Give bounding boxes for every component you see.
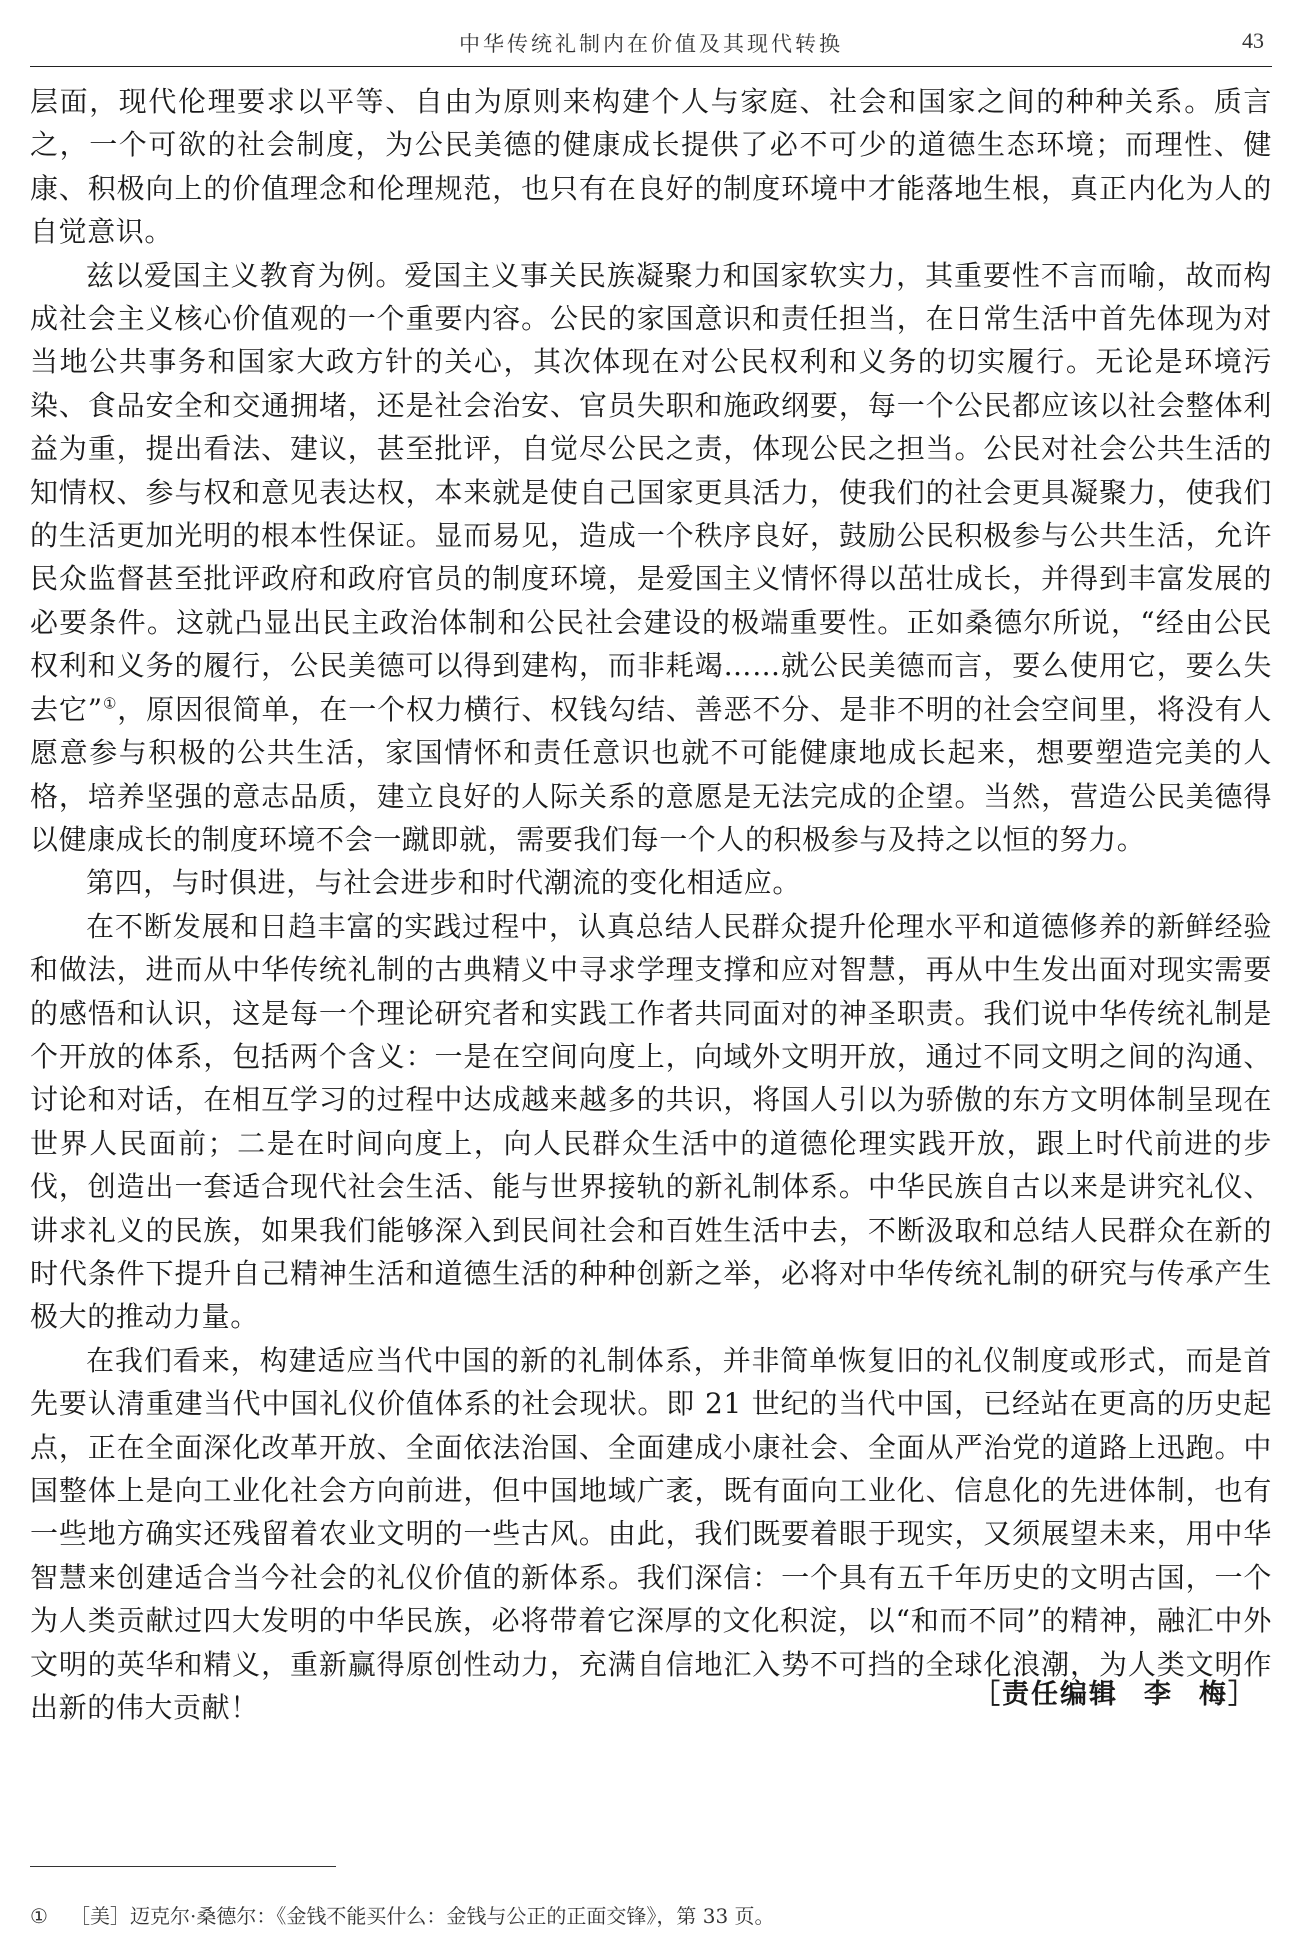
paragraph-text: 兹以爱国主义教育为例。爱国主义事关民族凝聚力和国家软实力，其重要性不言而喻，故而构成社会主义核心价值观的一个重要内容。公民的家国意识和责任担当，在日常生活中首先体现为对当地公共事务和国家大政方针的关心，其次体现在对公民权利和义务的切实履行。无论是环境污染、食品安全和交通拥堵，还是社会治安、官员失职和施政纲要，每一个公民都应该以社会整体利益为重，提出看法、建议，甚至批评，自觉尽公民之责，体现公民之担当。公民对社会公共生活的知情权、参与权和意见表达权，本来就是使自己国家更具活力，使我们的社会更具凝聚力，使我们的生活更加光明的根本性保证。显而易见，造成一个秩序良好，鼓励公民积极参与公共生活，允许民众监督甚至批评政府和政府官员的制度环境，是爱国主义情怀得以茁壮成长，并得到丰富发展的必要条件。这就凸显出民主政治体制和公民社会建设的极端重要性。正如桑德尔所说，“经由公民权利和义务的履行，公民美德可以得到建构，而非耗竭……就公民美德而言，要么使用它，要么失去它” (30, 258, 1272, 726)
section-point-four: 第四，与时俱进，与社会进步和时代潮流的变化相适应。 (86, 866, 802, 900)
editor-label: 责任编辑 (1002, 1679, 1118, 1710)
footnote-divider (30, 1866, 336, 1867)
article-body (30, 80, 1272, 1729)
paragraph-patriotism (30, 254, 1272, 862)
editor-bracket-open: ［ (973, 1679, 1002, 1710)
footnote-marker: ① (30, 1904, 48, 1928)
paragraph-conclusion: 在我们看来，构建适应当代中国的新的礼制体系，并非简单恢复旧的礼仪制度或形式，而是首先要认清重建当代中国礼仪价值体系的社会现状。即 21 世纪的当代中国，已经站在更高的历史起点，正在全面深化改革开放、全面依法治国、全面建成小康社会、全面从严治党的道路上迅跑。中国整体上是向工业化社会方向前进，但中国地域广袤，既有面向工业化、信息化的先进体制，也有一些地方确实还残留着农业文明的一些古风。由此，我们既要着眼于现实，又须展望未来，用中华智慧来创建适合当今社会的礼仪价值的新体系。我们深信：一个具有五千年历史的文明古国，一个为人类贡献过四大发明的中华民族，必将带着它深厚的文化积淀，以“和而不同”的精神，融汇中外文明的英华和精义，重新赢得原创性动力，充满自信地汇入势不可挡的全球化浪潮，为人类文明作出新的伟大贡献！ (30, 1343, 1272, 1725)
running-header (30, 26, 1272, 67)
paragraph-continuation: 层面，现代伦理要求以平等、自由为原则来构建个人与家庭、社会和国家之间的种种关系。质言之，一个可欲的社会制度，为公民美德的健康成长提供了必不可少的道德生态环境；而理性、健康、积极向上的价值理念和伦理规范，也只有在良好的制度环境中才能落地生根，真正内化为人的自觉意识。 (30, 85, 1272, 249)
paragraph-practice: 在不断发展和日趋丰富的实践过程中，认真总结人民群众提升伦理水平和道德修养的新鲜经验和做法，进而从中华传统礼制的古典精义中寻求学理支撑和应对智慧，再从中生发出面对现实需要的感悟和认识，这是每一个理论研究者和实践工作者共同面对的神圣职责。我们说中华传统礼制是个开放的体系，包括两个含义：一是在空间向度上，向域外文明开放，通过不同文明之间的沟通、讨论和对话，在相互学习的过程中达成越来越多的共识，将国人引以为骄傲的东方文明体制呈现在世界人民面前；二是在时间向度上，向人民群众生活中的道德伦理实践开放，跟上时代前进的步伐，创造出一套适合现代社会生活、能与世界接轨的新礼制体系。中华民族自古以来是讲究礼仪、讲求礼义的民族，如果我们能够深入到民间社会和百姓生活中去，不断汲取和总结人民群众在新的时代条件下提升自己精神生活和道德生活的种种创新之举，必将对中华传统礼制的研究与传承产生极大的推动力量。 (30, 909, 1272, 1334)
editor-bracket-close: ］ (1228, 1679, 1257, 1710)
running-title: 中华传统礼制内在价值及其现代转换 (459, 32, 843, 56)
footnote (30, 1900, 775, 1929)
editor-name-first: 李 (1144, 1679, 1173, 1710)
page-number: 43 (1242, 28, 1264, 53)
paragraph-text: ，原因很简单，在一个权力横行、权钱勾结、善恶不分、是非不明的社会空间里，将没有人愿意参与积极的公共生活，家国情怀和责任意识也就不可能健康地成长起来，想要塑造完美的人格，培养坚强的意志品质，建立良好的人际关系的意愿是无法完成的企望。当然，营造公民美德得以健康成长的制度环境不会一蹴即就，需要我们每一个人的积极参与及持之以恒的努力。 (30, 692, 1272, 856)
footnote-text: ［美］迈克尔·桑德尔：《金钱不能买什么：金钱与公正的正面交锋》，第 33 页。 (70, 1904, 775, 1928)
responsible-editor (973, 1672, 1257, 1711)
footnote-reference[interactable]: ① (102, 694, 118, 713)
editor-name-second: 梅 (1199, 1679, 1228, 1710)
